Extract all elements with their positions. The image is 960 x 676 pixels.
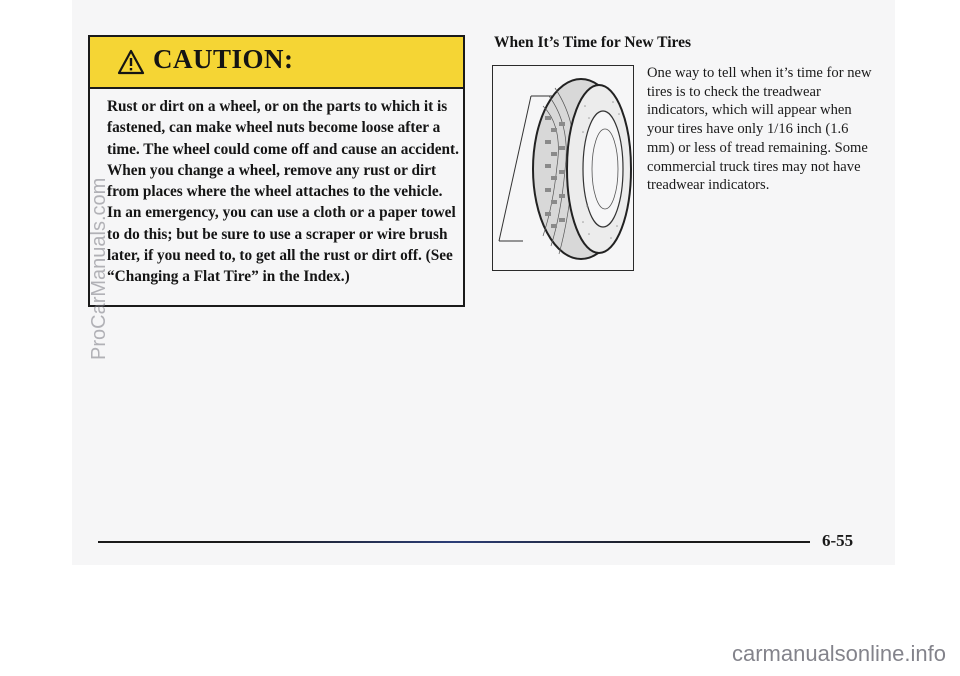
watermark-bottom: carmanualsonline.info [731,641,946,666]
caution-box [88,35,465,307]
caution-title: CAUTION: [153,44,294,74]
caution-header [90,37,463,89]
warning-triangle-icon [117,49,145,75]
page-number: 6-55 [822,531,854,550]
section-heading: When It’s Time for New Tires [494,34,692,51]
tire-illustration [492,65,634,271]
tire-drawing [493,66,635,272]
footer-rule [98,541,810,543]
treadwear-text: One way to tell when it’s time for new tires is to check the treadwear indicators, which will appear when your tires have only 1/16 inch (1.6 mm) or less of tread remaining. Some commercial truck tires may not have treadwear indicators. [647,65,872,194]
watermark-side: ProCarManuals.com [88,177,110,360]
caution-text: Rust or dirt on a wheel, or on the parts to which it is fastened, can make wheel nuts become loose after a time. The wheel could come off and cause an accident. When you change a wheel, remove any rust or dirt from places where the wheel attaches to the vehicle. In an emergency, you can use a cloth or a paper towel to do this; but be sure to use a scraper or wire brush later, if you need to, to get all the rust or dirt off. (See “Changing a Flat Tire” in the Index.) [107,98,459,286]
